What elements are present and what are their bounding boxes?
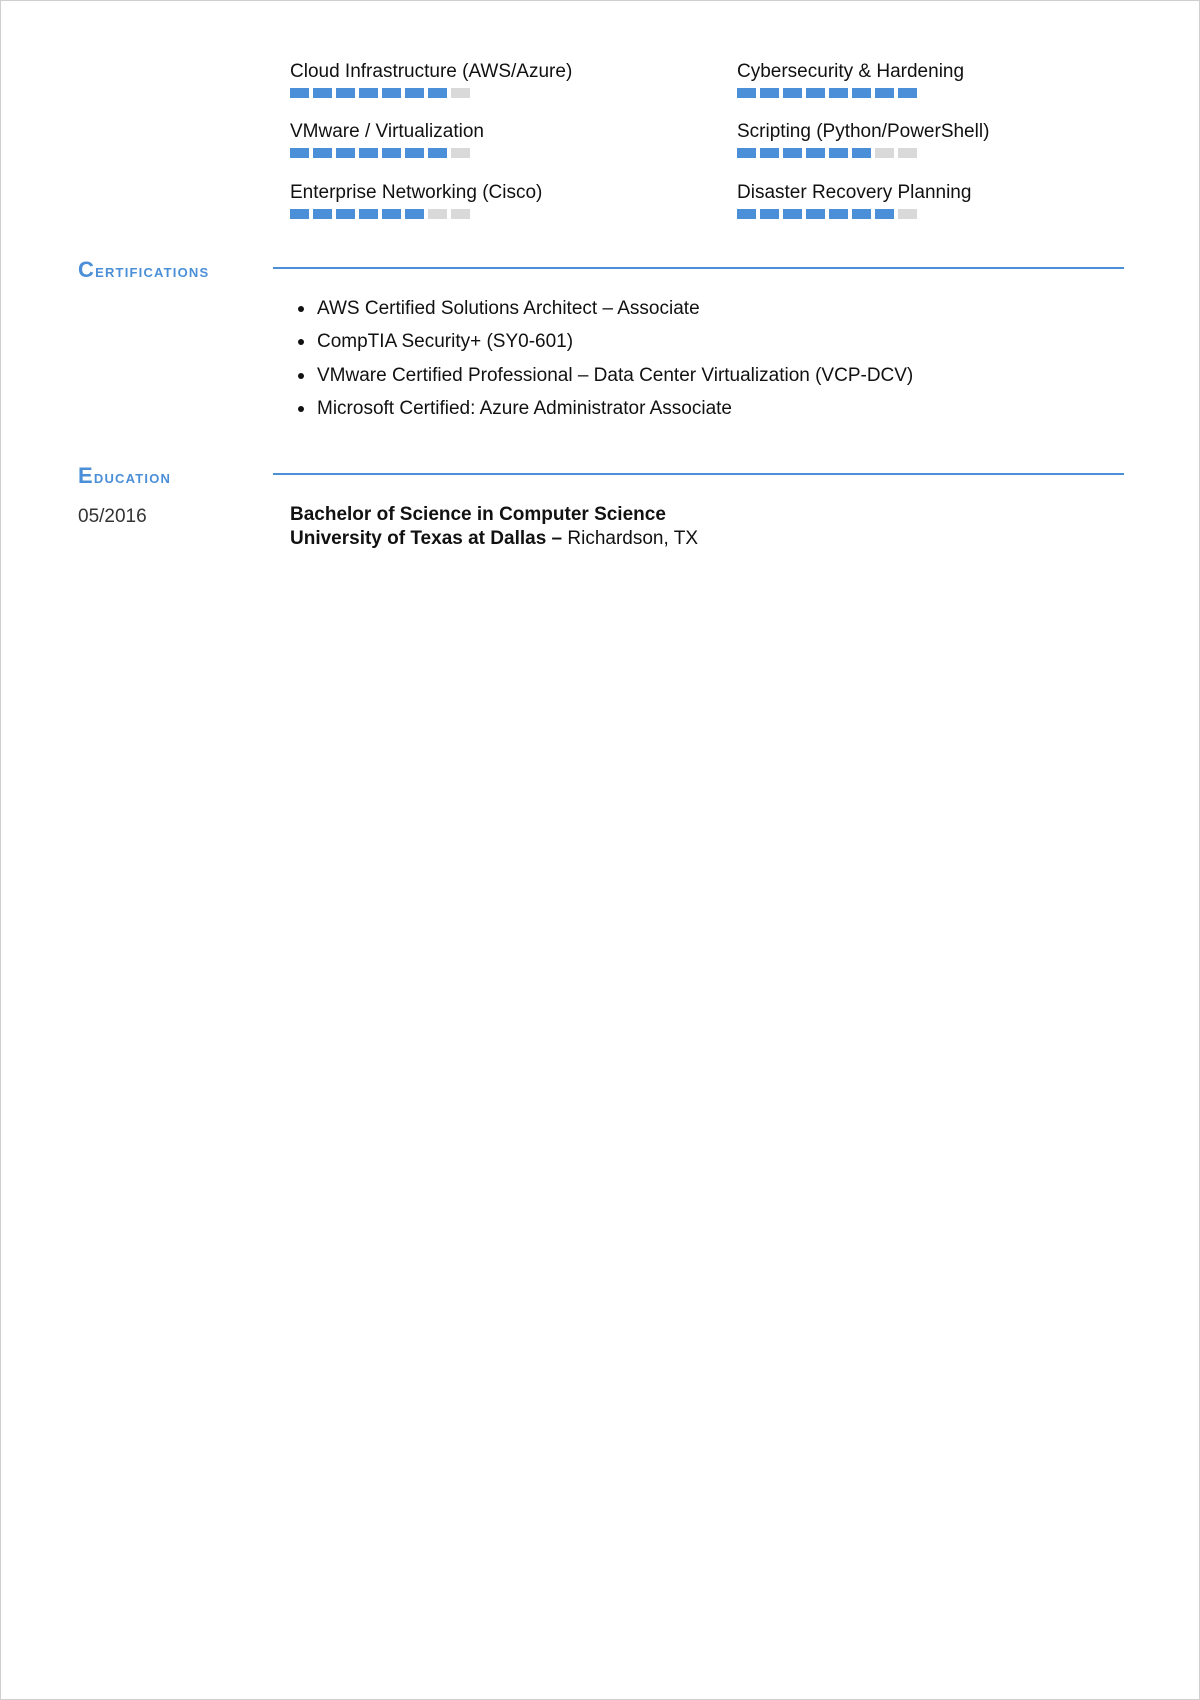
degree-title: Bachelor of Science in Computer Science (290, 504, 666, 525)
skill-level-segment-filled (313, 209, 332, 219)
skill-level-bar (737, 88, 1157, 98)
skill-level-bar (290, 209, 710, 219)
school-name: University of Texas at Dallas – (290, 528, 563, 549)
skill-name: Enterprise Networking (Cisco) (290, 182, 543, 203)
skill-level-segment-filled (806, 209, 825, 219)
skill-level-segment-filled (852, 148, 871, 158)
skill-level-segment-filled (428, 148, 447, 158)
skill-level-segment-filled (852, 88, 871, 98)
skill-name: Disaster Recovery Planning (737, 182, 972, 203)
skill-level-segment-filled (760, 88, 779, 98)
skill-level-segment-filled (382, 148, 401, 158)
skill-level-bar (737, 209, 1157, 219)
list-item: CompTIA Security+ (SY0-601) (317, 331, 913, 353)
skill-level-segment-filled (760, 209, 779, 219)
skill-item (737, 121, 1157, 158)
skill-item (290, 61, 710, 98)
skill-level-segment-filled (783, 209, 802, 219)
skill-level-segment-filled (382, 209, 401, 219)
skill-level-segment-filled (405, 88, 424, 98)
skill-level-segment-filled (875, 88, 894, 98)
skill-level-segment-filled (852, 209, 871, 219)
skill-level-segment-filled (829, 209, 848, 219)
skill-level-segment-filled (405, 209, 424, 219)
skill-level-segment-filled (428, 88, 447, 98)
skill-level-segment-filled (405, 148, 424, 158)
skill-item (290, 182, 710, 219)
skill-level-segment-empty (898, 148, 917, 158)
school-line (290, 527, 698, 551)
skill-level-segment-filled (806, 88, 825, 98)
certifications-divider (273, 267, 1124, 269)
skill-level-segment-empty (898, 209, 917, 219)
skill-level-segment-filled (898, 88, 917, 98)
skill-level-segment-filled (290, 88, 309, 98)
list-item: Microsoft Certified: Azure Administrator Associate (317, 398, 913, 420)
skill-level-bar (290, 88, 710, 98)
certifications-heading-rest: ertifications (95, 261, 210, 281)
skill-level-segment-filled (290, 209, 309, 219)
skill-level-segment-filled (737, 148, 756, 158)
skill-item (737, 61, 1157, 98)
education-heading-rest: ducation (93, 467, 172, 487)
skill-item (737, 182, 1157, 219)
skill-level-segment-filled (336, 148, 355, 158)
list-item: AWS Certified Solutions Architect – Associate (317, 298, 913, 320)
education-entry (290, 503, 698, 551)
skill-level-segment-filled (359, 88, 378, 98)
skill-level-segment-filled (359, 209, 378, 219)
skill-level-segment-empty (428, 209, 447, 219)
skill-name: VMware / Virtualization (290, 121, 484, 142)
skill-level-segment-filled (737, 88, 756, 98)
skill-level-segment-filled (336, 88, 355, 98)
skill-level-segment-filled (313, 148, 332, 158)
skill-level-segment-filled (760, 148, 779, 158)
skill-level-segment-filled (313, 88, 332, 98)
skill-level-segment-filled (359, 148, 378, 158)
list-item: VMware Certified Professional – Data Center Virtualization (VCP-DCV) (317, 364, 914, 386)
skill-level-bar (290, 148, 710, 158)
skill-level-segment-filled (382, 88, 401, 98)
skill-name: Cloud Infrastructure (AWS/Azure) (290, 61, 573, 82)
skill-level-segment-empty (875, 148, 894, 158)
skill-level-segment-filled (829, 88, 848, 98)
school-location: Richardson, TX (567, 528, 698, 549)
skill-name: Cybersecurity & Hardening (737, 61, 965, 82)
certifications-heading-initial: C (78, 257, 96, 282)
certifications-list (296, 298, 913, 431)
skill-level-segment-empty (451, 148, 470, 158)
education-heading-initial: E (78, 463, 94, 488)
skill-item (290, 121, 710, 158)
education-heading (78, 463, 171, 489)
education-divider (273, 473, 1124, 475)
skill-level-segment-filled (806, 148, 825, 158)
skill-level-segment-empty (451, 209, 470, 219)
skill-level-segment-filled (336, 209, 355, 219)
skill-level-segment-empty (451, 88, 470, 98)
skill-level-segment-filled (783, 148, 802, 158)
skill-level-segment-filled (829, 148, 848, 158)
education-date: 05/2016 (78, 506, 147, 527)
skill-name: Scripting (Python/PowerShell) (737, 121, 990, 142)
skill-level-segment-filled (783, 88, 802, 98)
skill-level-segment-filled (875, 209, 894, 219)
skill-level-segment-filled (737, 209, 756, 219)
skill-level-bar (737, 148, 1157, 158)
certifications-heading (78, 257, 209, 283)
skill-level-segment-filled (290, 148, 309, 158)
